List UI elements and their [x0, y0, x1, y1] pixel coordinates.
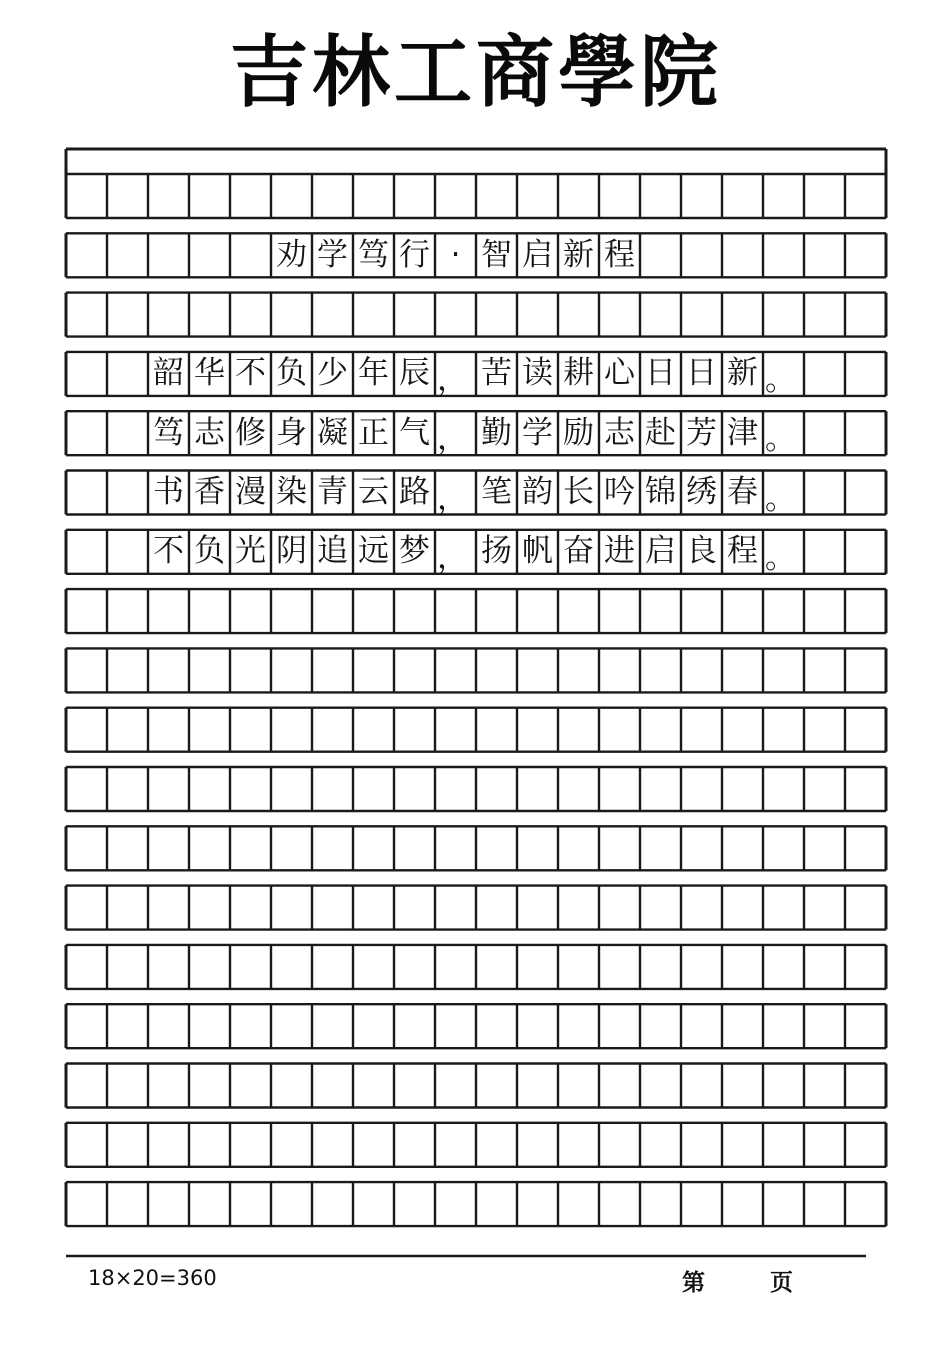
essay-line-2-char: 凝: [317, 414, 348, 451]
essay-line-1-char: 负: [276, 355, 307, 392]
essay-line-2-char: 正: [358, 414, 389, 451]
page-number-prefix: 第: [682, 1270, 705, 1296]
essay-line-3-char: 路: [399, 474, 430, 510]
essay-line-2-char: 。: [765, 421, 796, 458]
essay-line-1-char: 耕: [563, 355, 594, 392]
essay-line-1-char: 新: [727, 355, 758, 392]
essay-line-1-char: 读: [522, 355, 553, 392]
essay-line-4-char: 追: [317, 533, 348, 570]
essay-line-1-char: 日: [645, 355, 676, 392]
essay-line-4-char: 奋: [563, 533, 594, 570]
essay-line-1-char: 少: [317, 355, 348, 392]
essay-line-3-char: 绣: [686, 474, 717, 510]
essay-line-2-char: 修: [235, 414, 266, 451]
essay-title-char: 学: [317, 236, 348, 273]
essay-line-2-char: 笃: [153, 414, 184, 451]
essay-title-char: 劝: [276, 236, 307, 273]
essay-line-3-char: 青: [317, 474, 348, 510]
essay-line-4-char: 良: [686, 533, 717, 570]
essay-line-3-char: 书: [153, 474, 184, 510]
essay-line-2-char: 芳: [686, 414, 717, 451]
essay-line-3-char: 韵: [522, 474, 553, 510]
essay-line-4-char: 远: [358, 533, 389, 570]
essay-line-2-char: 赴: [645, 414, 676, 451]
essay-title-char: 笃: [358, 236, 389, 273]
essay-line-3-char: 。: [765, 480, 796, 517]
essay-line-1-char: 年: [358, 355, 389, 392]
essay-line-3-char: 染: [276, 474, 307, 510]
essay-title-char: 行: [399, 236, 430, 273]
essay-line-3-char: 锦: [645, 474, 676, 510]
essay-line-3-char: ，: [437, 480, 468, 517]
essay-line-2-char: 勤: [481, 414, 512, 451]
essay-line-3-char: 长: [563, 474, 594, 510]
essay-line-2-char: 学: [522, 414, 553, 451]
essay-line-3-char: 吟: [604, 474, 635, 510]
essay-title-char: 程: [604, 236, 635, 273]
essay-line-3-char: 漫: [235, 474, 266, 510]
essay-line-4-char: ，: [437, 539, 468, 576]
essay-line-4-char: 梦: [399, 533, 430, 570]
essay-line-3-char: 春: [727, 474, 758, 510]
essay-line-4-char: 帆: [522, 533, 553, 570]
essay-line-2-char: 津: [727, 414, 758, 451]
essay-line-1-char: 辰: [399, 355, 430, 392]
essay-line-2-char: 气: [399, 414, 430, 451]
essay-line-2-char: 志: [604, 414, 635, 451]
essay-line-2-char: 身: [276, 414, 307, 451]
essay-line-1-char: 日: [686, 355, 717, 392]
essay-title-char: 启: [522, 236, 553, 273]
essay-line-4-char: 不: [153, 533, 184, 570]
essay-line-1-char: 不: [235, 355, 266, 392]
essay-line-3-char: 云: [358, 474, 389, 510]
essay-title-char: 新: [563, 236, 594, 273]
essay-line-3-char: 笔: [481, 474, 512, 510]
essay-line-1-char: ，: [437, 361, 468, 398]
essay-line-2-char: 励: [563, 414, 594, 451]
essay-line-2-char: ，: [437, 421, 468, 458]
essay-line-2-char: 志: [194, 414, 225, 451]
essay-line-4-char: 进: [604, 533, 635, 570]
essay-line-4-char: 阴: [276, 533, 307, 570]
grid-capacity-formula: 18×20=360: [88, 1266, 217, 1290]
essay-line-4-char: 光: [235, 533, 266, 570]
essay-line-1-char: 华: [194, 355, 225, 392]
school-name-title: 吉林工商學院: [229, 27, 722, 118]
essay-line-1-char: 心: [604, 355, 635, 392]
page-number-suffix: 页: [770, 1270, 793, 1296]
essay-title-char: ·: [450, 236, 461, 273]
essay-line-1-char: 苦: [481, 355, 512, 392]
essay-line-4-char: 扬: [481, 533, 512, 570]
essay-line-1-char: 。: [765, 361, 796, 398]
essay-line-4-char: 。: [765, 539, 796, 576]
essay-line-1-char: 韶: [153, 355, 184, 392]
essay-line-4-char: 启: [645, 533, 676, 570]
essay-line-3-char: 香: [194, 474, 225, 510]
essay-title-char: 智: [481, 236, 512, 273]
essay-line-4-char: 负: [194, 533, 225, 570]
essay-line-4-char: 程: [727, 533, 758, 570]
